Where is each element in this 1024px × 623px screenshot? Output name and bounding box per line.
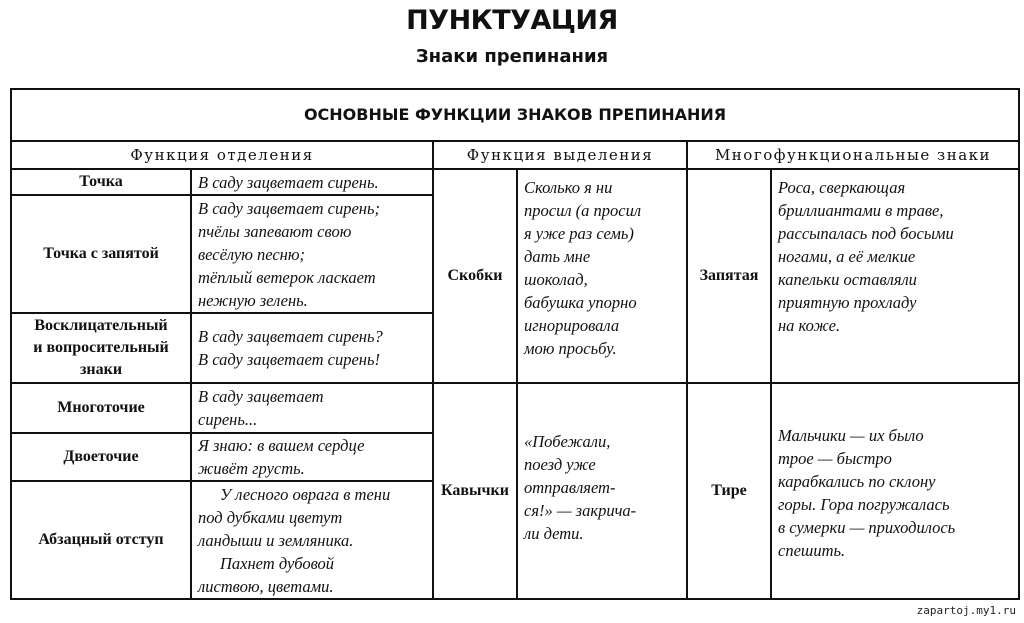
watermark: zapartoj.my1.ru [916, 604, 1016, 617]
sign-name-paragraph-indent: Абзацный отступ [11, 481, 191, 599]
page-title: ПУНКТУАЦИЯ [406, 5, 618, 36]
sign-name-quotes: Кавычки [433, 383, 517, 599]
sign-name-brackets: Скобки [433, 169, 517, 383]
group-header-highlight: Функция выделения [433, 141, 687, 169]
group-header-multifunctional: Многофункциональные знаки [687, 141, 1019, 169]
example-semicolon: В саду зацветает сирень; пчёлы запевают свою весёлую песню; тёплый ветерок ласкает нежную зелень. [191, 195, 433, 313]
sign-name-period: Точка [11, 169, 191, 195]
sign-name-colon: Двоеточие [11, 433, 191, 481]
example-quotes: «Побежали, поезд уже отправляет- ся!» — закрича- ли дети. [517, 383, 687, 599]
example-comma: Роса, сверкающая бриллиантами в траве, рассыпалась под босыми ногами, а её мелкие капельки оставляли приятную прохладу на коже. [771, 169, 1019, 383]
table-caption: ОСНОВНЫЕ ФУНКЦИИ ЗНАКОВ ПРЕПИНАНИЯ [11, 89, 1019, 141]
sign-name-ellipsis: Многоточие [11, 383, 191, 433]
example-ellipsis: В саду зацветает сирень... [191, 383, 433, 433]
example-colon: Я знаю: в вашем сердце живёт грусть. [191, 433, 433, 481]
example-paragraph-indent: У лесного оврага в тени под дубками цветут ландыши и земляника. Пахнет дубовой листвою, цветами. [191, 481, 433, 599]
example-brackets: Сколько я ни просил (а просил я уже раз семь) дать мне шоколад, бабушка упорно игнорировала мою просьбу. [517, 169, 687, 383]
example-dash: Мальчики — их было трое — быстро карабкались по склону горы. Гора погружалась в сумерки — приходилось спешить. [771, 383, 1019, 599]
sign-name-dash: Тире [687, 383, 771, 599]
example-period: В саду зацветает сирень. [191, 169, 433, 195]
sign-name-comma: Запятая [687, 169, 771, 383]
page-subtitle: Знаки препинания [415, 46, 609, 67]
punctuation-table [10, 88, 1020, 600]
group-header-separation: Функция отделения [11, 141, 433, 169]
example-exclamation-question: В саду зацветает сирень? В саду зацветает сирень! [191, 313, 433, 383]
sign-name-semicolon: Точка с запятой [11, 195, 191, 313]
sign-name-exclamation-question: Восклицательный и вопросительный знаки [11, 313, 191, 383]
